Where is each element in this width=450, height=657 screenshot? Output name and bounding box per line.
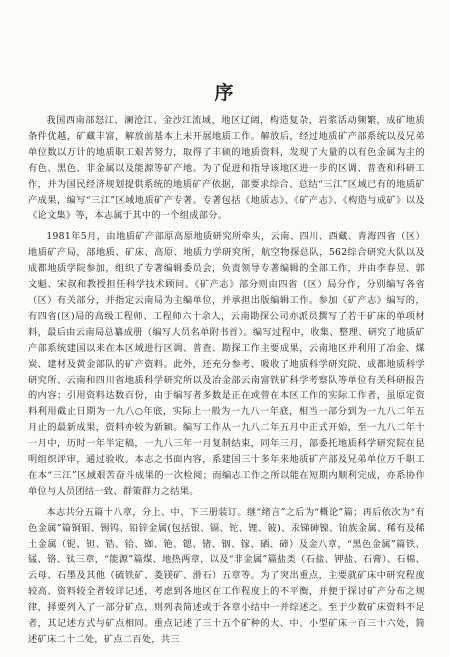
page-title: 序 xyxy=(214,82,236,104)
paragraph-2: 1981年5月，由地质矿产部原高原地质研究所牵头，云南、四川、西藏、青海四省（区）地质矿产局，部地质、矿床、高原、地质力学研究所，航空物探总队，562综合研究大队以及成都地质学院参加，组织了专著编辑委员会，负责领导专著编辑的全部工作，并由李春昱、郭文魁、宋叔和教授担任科学技术顾问。《矿产志》部分则由四省（区）局分作，分别编写各省（区）有关部分，并指定云南局为主编单位，并承担出版编辑工作。参加《矿产志》编写的，有四省(区)局的高级工程师、工程师六十余人，云南勘探公司亦派员撰写了若干矿床的单项材料，最后由云南局总纂成册（编写人员名单附书首）。编写过程中，收集、整理、研究了地质矿产部系统建国以来在本区域进行区调、普查、勘探工作主要成果，云南地区并利用了冶金、煤炭、建材及黄金部队的矿产资料。此外，还充分参考、吸收了地质科学研究院、成都地质科学研究所、云南和四川省地质科学研究所以及冶金部云南富铁矿科学考察队等单位有关科研报告的内容；引用资料达数百份，由于编写者多数是正在或曾在本区工作的实际工作者，虽原定资料利用截止日期为一九八○年底，实际上一般为一九八一年底，相当一部分到为一九八二年五月止的最新成果，资料亦较为新颖。编写工作从一九八二年五月中正式开始，至一九八二年十一月中，历时一年半定稿，一九八三年一月复制结束，同年三月，部委托地质科学研究院在昆明组织评审，通过验收。本志之书面内容，系建国三十多年来地质矿产部及兄弟单位万千职工在本“三江”区域艰苦奋斗成果的一次检阅；而编志工作之所以能在短期内顺利完成，亦系协作单位与人员团结一致、群策群力之结果。 xyxy=(28,231,425,497)
paragraph-3: 本志共分五篇十八章，分上、中、下三册装订。继“绪言”之后为“概论”篇；再后依次为“有色金属”篇铜钼、锡钨、铅锌金属(包括银、镉、铊、锂、铍)、汞锑砷镍、铂族金属、稀有及稀土金属（铌、钽、锆、铪、铷、铯、锶、锗、铟、镓、硒、碲）及金八章，“黑色金属”篇铁、锰、铬、钛三章，“能源”篇煤、地热两章，以及“非金属”篇盐类（石盐、钾盐、石膏）、石棉、云母、石墨及其他（硫铁矿、菱镁矿、滑石）五章等。为了突出重点，主要就矿床中研究程度较高、资料较全者较详记述，考虑到各地区在工作程度上的不平衡，并便于探讨矿产分布之规律，择要列入了一部分矿点，则列表简述或于各章小结中一并综述之。至于少数矿床资料不足者，其记述方式与矿点相同。重点记述了三十五个矿种的大、中、小型矿床一百三十六处，简述矿床二十二处，矿点二百处，共三 xyxy=(28,506,425,645)
document-body xyxy=(28,113,425,653)
paragraph-1: 我国西南部怒江、澜沧江、金沙江流域，地区辽阔，构造复杂，岩浆活动频繁，成矿地质条件优越，矿藏丰富，解放前基本上未开展地质工作。解放后，经过地质矿产部系统以及兄弟单位数以万计的地质职工艰苦努力，取得了丰硕的地质资料，发现了大量的以有色金属为主的有色、黑色、非金属以及能源等矿产地。为了促进和指导该地区进一步的区调、普查和科研工作，并为国民经济规划提供系统的地质矿产依据，部要求综合、总结“三江”区域已有的地质矿产成果，编写“三江”区域地质矿产专著。专著包括《地质志》、《矿产志》、《构造与成矿》以及《论文集》等，本志属于其中的一个组成部分。 xyxy=(28,115,425,222)
